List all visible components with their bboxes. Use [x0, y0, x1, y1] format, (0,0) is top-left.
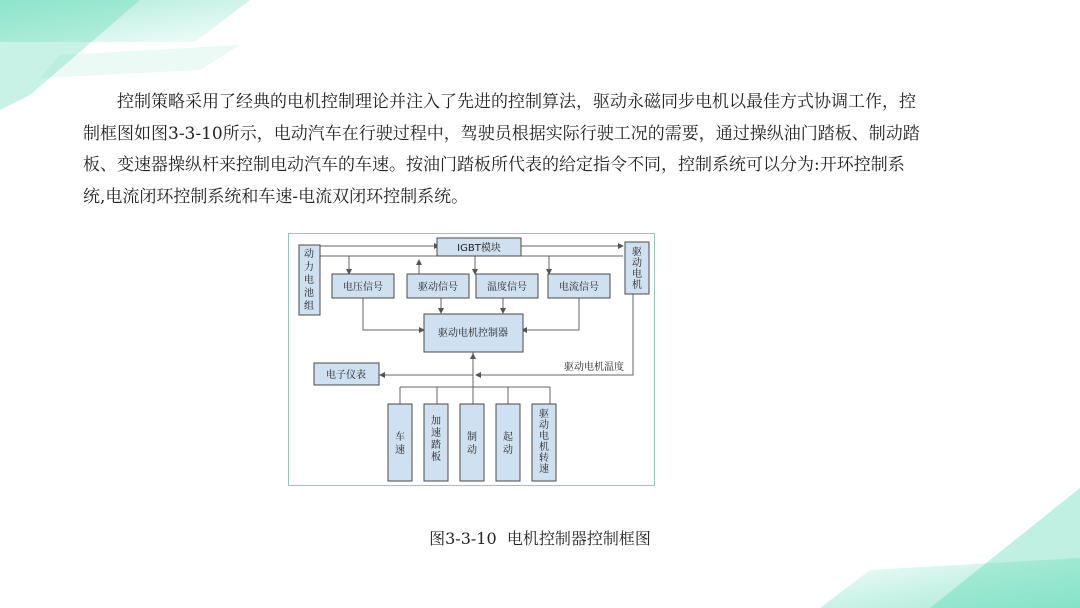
electronic-meter-label: 电子仪表 — [326, 370, 366, 381]
igbt-module-label: IGBT模块 — [457, 243, 501, 254]
input-vehicle-speed-char: 速 — [395, 445, 405, 456]
caption-title: 电机控制器控制框图 — [506, 529, 651, 548]
battery-char: 动 — [304, 249, 314, 260]
caption-number: 图3-3-10 — [429, 529, 497, 548]
input-accelerator-char: 速 — [431, 428, 441, 439]
battery-char: 力 — [304, 262, 314, 273]
input-motor-speed-char: 转 — [539, 453, 549, 464]
body-paragraph: 控制策略采用了经典的电机控制理论并注入了先进的控制算法，驱动永磁同步电机以最佳方式协调工作，控制框图如图3-3-10所示，电动汽车在行驶过程中，驾驶员根据实际行驶工况的需要，通过操纵油门踏板、制动踏板、变速器操纵杆来控制电动汽车的车速。按油门踏板所代表的给定指令不同，控制系统可以分为:开环控制系统,电流闭环控制系统和车速-电流双闭环控制系统。 — [83, 92, 920, 207]
temperature-signal-label: 温度信号 — [487, 282, 527, 293]
input-motor-speed-char: 电 — [539, 431, 549, 442]
input-motor-speed-char: 机 — [539, 442, 549, 453]
figure-caption — [0, 526, 1080, 549]
input-accelerator-char: 加 — [431, 416, 441, 427]
input-motor-speed-char: 驱 — [539, 409, 549, 420]
motor-char: 电 — [632, 269, 642, 280]
battery-char: 组 — [304, 301, 314, 312]
input-vehicle-speed-char: 车 — [395, 432, 405, 443]
voltage-signal-label: 电压信号 — [343, 282, 383, 293]
input-brake-char: 动 — [467, 445, 477, 456]
battery-char: 电 — [304, 275, 314, 286]
drive-signal-label: 驱动信号 — [418, 282, 458, 293]
input-motor-speed-char: 速 — [539, 464, 549, 475]
input-brake-char: 制 — [467, 432, 477, 443]
input-accelerator-char: 踏 — [431, 440, 441, 451]
current-signal-label: 电流信号 — [559, 282, 599, 293]
motor-controller-label: 驱动电机控制器 — [438, 328, 508, 339]
motor-char: 动 — [632, 258, 642, 269]
input-start-char: 起 — [503, 432, 513, 443]
input-motor-speed-char: 动 — [539, 420, 549, 431]
motor-temperature-label: 驱动电机温度 — [564, 362, 624, 373]
motor-char: 驱 — [632, 247, 642, 258]
battery-char: 池 — [304, 288, 314, 299]
motor-char: 机 — [632, 280, 642, 291]
input-accelerator-char: 板 — [431, 452, 441, 463]
input-start-char: 动 — [503, 445, 513, 456]
control-block-diagram — [288, 233, 655, 486]
